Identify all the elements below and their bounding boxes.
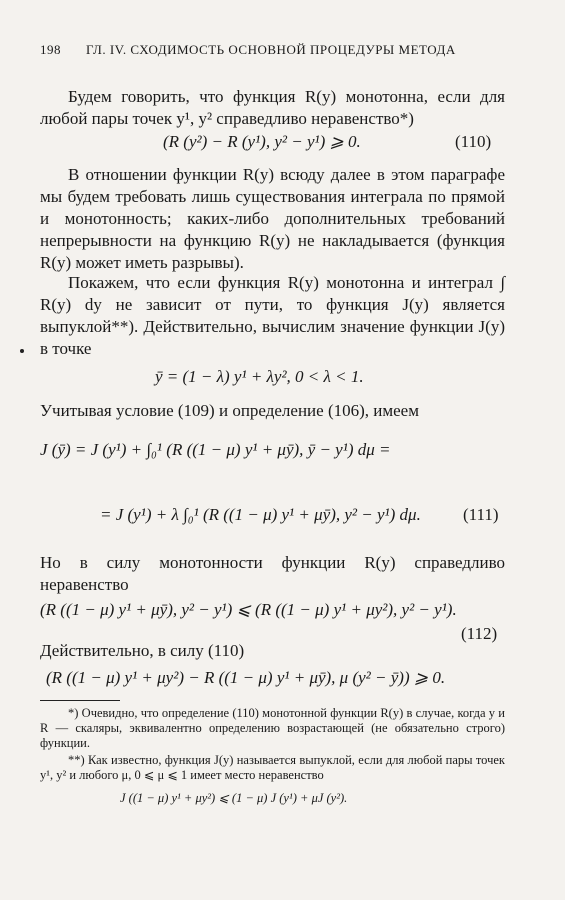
equation-111-number: (111) xyxy=(463,505,499,524)
footnote-1: *) Очевидно, что определение (110) монотонной функции R(y) в случае, когда y и R — скаляры, эквивалентно определению возрастающей (не обязательно строго) функции. xyxy=(40,706,505,750)
page-number: 198 xyxy=(40,42,61,57)
equation-ybar: ȳ = (1 − λ) y¹ + λy², 0 < λ < 1. xyxy=(155,367,364,386)
paragraph-indeed: Действительно, в силу (110) xyxy=(40,641,245,660)
paragraph-convexity: Покажем, что если функция R(y) монотонна и интеграл ∫ R(y) dy не зависит от пути, то функция J(y) является выпуклой**). Действительно, вычислим значение функции J(y) в точке xyxy=(40,273,505,358)
equation-111-line2: = J (y¹) + λ ∫₀¹ (R ((1 − μ) y¹ + μȳ), y² − y¹) dμ. xyxy=(100,505,421,524)
paragraph-requirements: В отношении функции R(y) всюду далее в этом параграфе мы будем требовать лишь существования интеграла по прямой и монотонность; каких-либо дополнительных требований непрерывности на функцию R(y) не накладывается (функция R(y) может иметь разрывы). xyxy=(40,165,505,272)
footnote-2: **) Как известно, функция J(y) называется выпуклой, если для любой пары точек y¹, y² и любого μ, 0 ⩽ μ ⩽ 1 имеет место неравенство xyxy=(40,753,505,782)
equation-112-number: (112) xyxy=(461,624,498,643)
running-title: ГЛ. IV. СХОДИМОСТЬ ОСНОВНОЙ ПРОЦЕДУРЫ МЕТОДА xyxy=(86,42,456,57)
paragraph-monotone-definition: Будем говорить, что функция R(y) монотонна, если для любой пары точек y¹, y² справедливо неравенство*) xyxy=(40,87,505,128)
equation-110: (R (y²) − R (y¹), y² − y¹) ⩾ 0. xyxy=(163,132,361,151)
margin-mark xyxy=(20,349,24,353)
equation-111-line1: J (ȳ) = J (y¹) + ∫₀¹ (R ((1 − μ) y¹ + μȳ), ȳ − y¹) dμ = xyxy=(40,440,391,459)
paragraph-monotonicity: Но в силу монотонности функции R(y) справедливо неравенство xyxy=(40,553,505,594)
equation-final: (R ((1 − μ) y¹ + μy²) − R ((1 − μ) y¹ + μȳ), μ (y² − ȳ)) ⩾ 0. xyxy=(46,668,446,687)
paragraph-considering: Учитывая условие (109) и определение (106), имеем xyxy=(40,401,419,420)
footnote-rule xyxy=(40,700,120,701)
footnote-2-equation: J ((1 − μ) y¹ + μy²) ⩽ (1 − μ) J (y¹) + μJ (y²). xyxy=(120,791,348,805)
equation-112: (R ((1 − μ) y¹ + μȳ), y² − y¹) ⩽ (R ((1 − μ) y¹ + μy²), y² − y¹). xyxy=(40,600,457,619)
equation-110-number: (110) xyxy=(455,132,492,151)
